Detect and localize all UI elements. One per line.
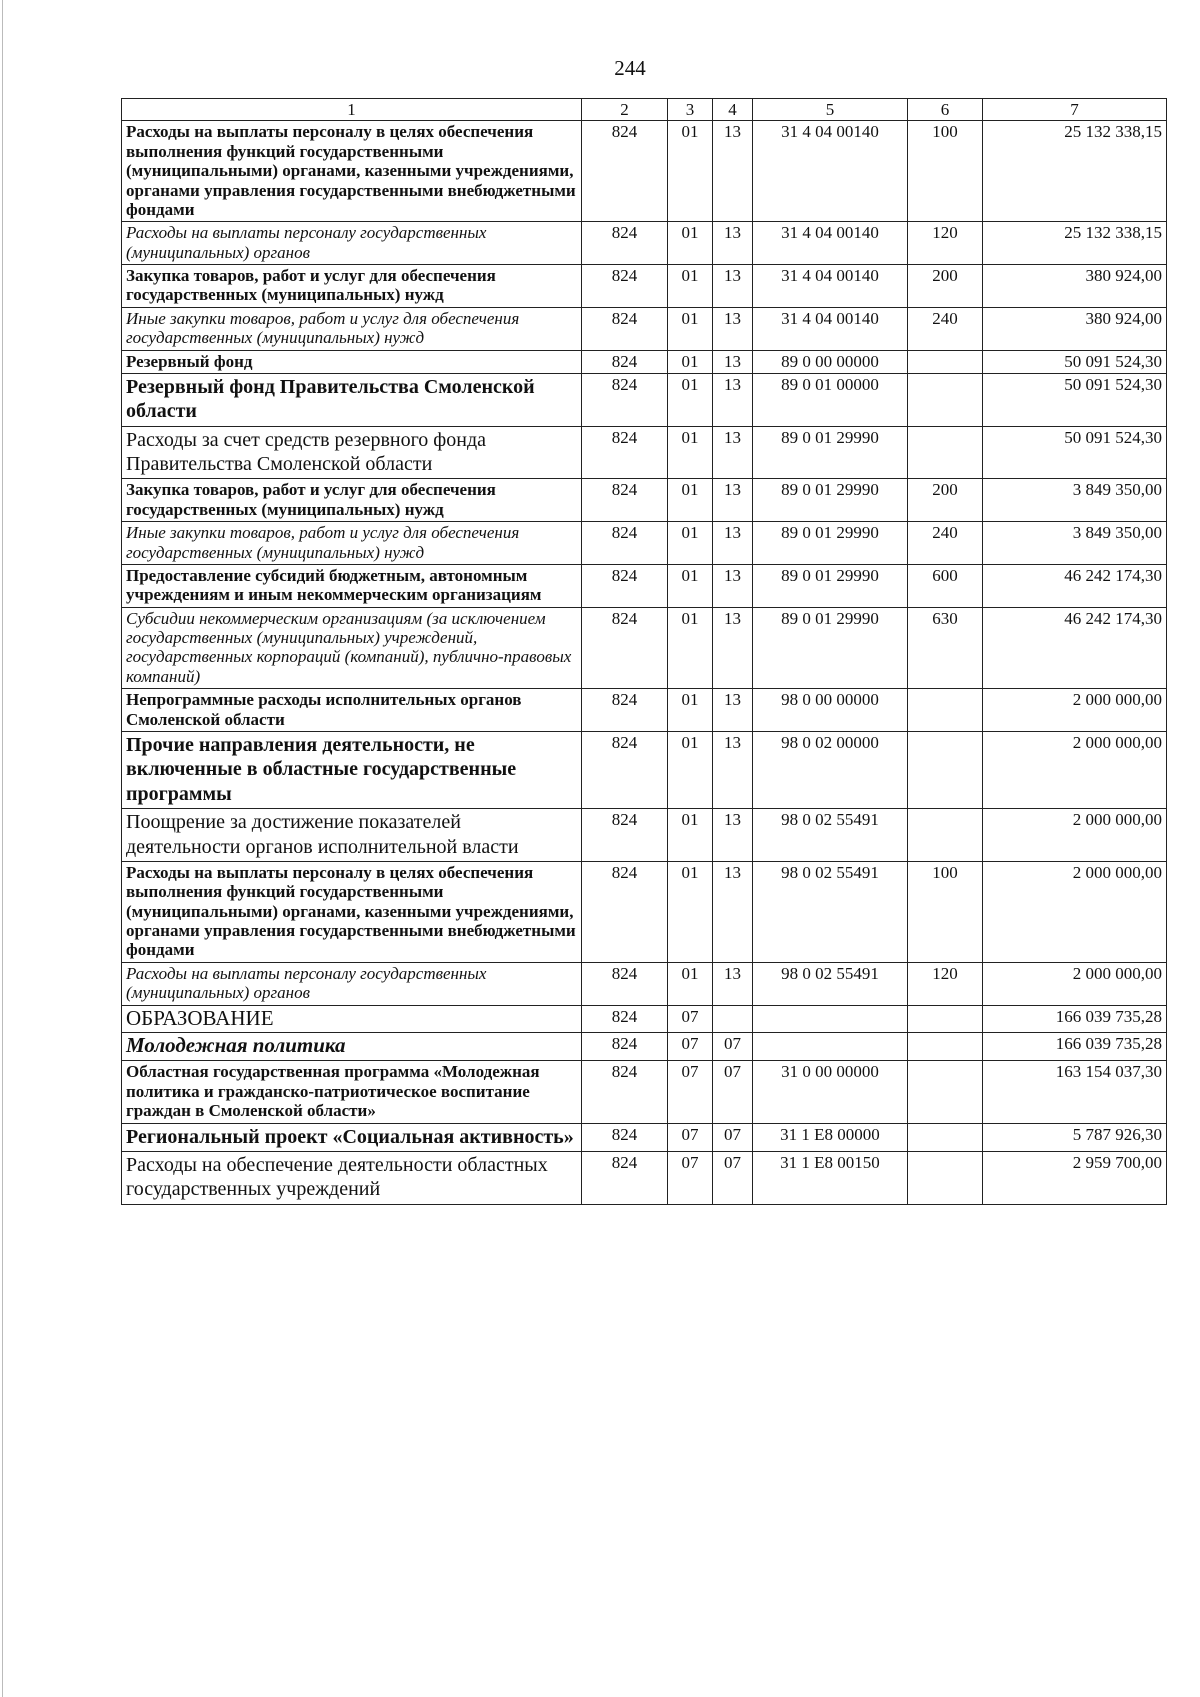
subsection-code-cell: 13 [713,479,753,522]
expense-type-cell [908,373,983,426]
expense-type-cell [908,731,983,808]
section-code-cell: 07 [668,1033,713,1061]
row-name-cell: ОБРАЗОВАНИЕ [122,1005,582,1033]
amount-cell: 25 132 338,15 [983,222,1167,265]
row-name-cell: Резервный фонд Правительства Смоленской области [122,373,582,426]
table-row [122,962,1167,1005]
ved-code-cell: 824 [582,607,668,689]
section-code-cell: 01 [668,522,713,565]
target-article-cell: 89 0 00 00000 [753,350,908,373]
amount-cell: 2 959 700,00 [983,1151,1167,1204]
section-code-cell: 01 [668,350,713,373]
target-article-cell: 98 0 02 55491 [753,861,908,962]
table-row [122,222,1167,265]
ved-code-cell: 824 [582,426,668,479]
section-code-cell: 01 [668,373,713,426]
target-article-cell [753,1005,908,1033]
section-code-cell: 07 [668,1005,713,1033]
row-name-cell: Непрограммные расходы исполнительных органов Смоленской области [122,689,582,732]
table-row [122,689,1167,732]
table-row [122,265,1167,308]
table-row [122,121,1167,222]
row-name-cell: Иные закупки товаров, работ и услуг для обеспечения государственных (муниципальных) нужд [122,307,582,350]
subsection-code-cell: 13 [713,522,753,565]
amount-cell: 46 242 174,30 [983,607,1167,689]
subsection-code-cell: 13 [713,307,753,350]
table-row [122,479,1167,522]
header-cell-3: 3 [668,99,713,121]
row-name-cell: Расходы на выплаты персоналу в целях обеспечения выполнения функций государственными (муниципальными) органами, казенными учреждениями, органами управления государственными внебюджетными фондами [122,121,582,222]
amount-cell: 5 787 926,30 [983,1123,1167,1151]
subsection-code-cell [713,1005,753,1033]
section-code-cell: 01 [668,607,713,689]
target-article-cell: 89 0 01 29990 [753,426,908,479]
table-row [122,1151,1167,1204]
ved-code-cell: 824 [582,265,668,308]
amount-cell: 2 000 000,00 [983,689,1167,732]
expense-type-cell [908,809,983,862]
header-row [122,99,1167,121]
subsection-code-cell: 07 [713,1123,753,1151]
subsection-code-cell: 13 [713,426,753,479]
subsection-code-cell: 13 [713,861,753,962]
header-cell-4: 4 [713,99,753,121]
amount-cell: 380 924,00 [983,307,1167,350]
table-row [122,1005,1167,1033]
amount-cell: 3 849 350,00 [983,522,1167,565]
header-cell-5: 5 [753,99,908,121]
target-article-cell: 98 0 02 55491 [753,962,908,1005]
section-code-cell: 07 [668,1061,713,1123]
subsection-code-cell: 13 [713,731,753,808]
row-name-cell: Закупка товаров, работ и услуг для обеспечения государственных (муниципальных) нужд [122,265,582,308]
section-code-cell: 01 [668,265,713,308]
amount-cell: 46 242 174,30 [983,564,1167,607]
amount-cell: 2 000 000,00 [983,861,1167,962]
expense-type-cell: 240 [908,307,983,350]
ved-code-cell: 824 [582,350,668,373]
ved-code-cell: 824 [582,479,668,522]
table-row [122,607,1167,689]
ved-code-cell: 824 [582,522,668,565]
table-row [122,1123,1167,1151]
header-cell-7: 7 [983,99,1167,121]
target-article-cell: 31 4 04 00140 [753,121,908,222]
target-article-cell: 98 0 02 55491 [753,809,908,862]
target-article-cell: 89 0 01 00000 [753,373,908,426]
target-article-cell: 98 0 02 00000 [753,731,908,808]
target-article-cell: 31 4 04 00140 [753,265,908,308]
table-row [122,522,1167,565]
amount-cell: 380 924,00 [983,265,1167,308]
section-code-cell: 01 [668,861,713,962]
table-row [122,307,1167,350]
amount-cell: 163 154 037,30 [983,1061,1167,1123]
expense-type-cell [908,350,983,373]
header-cell-1: 1 [122,99,582,121]
ved-code-cell: 824 [582,121,668,222]
section-code-cell: 07 [668,1151,713,1204]
section-code-cell: 01 [668,307,713,350]
expense-type-cell: 630 [908,607,983,689]
expense-type-cell [908,1123,983,1151]
row-name-cell: Поощрение за достижение показателей деятельности органов исполнительной власти [122,809,582,862]
ved-code-cell: 824 [582,861,668,962]
amount-cell: 2 000 000,00 [983,809,1167,862]
subsection-code-cell: 13 [713,607,753,689]
expense-type-cell: 120 [908,222,983,265]
table-row [122,1061,1167,1123]
ved-code-cell: 824 [582,809,668,862]
expense-type-cell [908,1151,983,1204]
expense-type-cell: 240 [908,522,983,565]
target-article-cell: 31 0 00 00000 [753,1061,908,1123]
ved-code-cell: 824 [582,222,668,265]
scan-edge-line [2,0,3,1697]
amount-cell: 50 091 524,30 [983,350,1167,373]
row-name-cell: Расходы на выплаты персоналу государственных (муниципальных) органов [122,962,582,1005]
expense-type-cell [908,1005,983,1033]
expense-type-cell: 600 [908,564,983,607]
ved-code-cell: 824 [582,962,668,1005]
table-body [122,121,1167,1204]
subsection-code-cell: 13 [713,373,753,426]
page-number: 244 [614,56,646,80]
section-code-cell: 07 [668,1123,713,1151]
table-row [122,731,1167,808]
row-name-cell: Предоставление субсидий бюджетным, автономным учреждениям и иным некоммерческим организациям [122,564,582,607]
ved-code-cell: 824 [582,689,668,732]
ved-code-cell: 824 [582,373,668,426]
ved-code-cell: 824 [582,1151,668,1204]
row-name-cell: Иные закупки товаров, работ и услуг для обеспечения государственных (муниципальных) нужд [122,522,582,565]
subsection-code-cell: 07 [713,1033,753,1061]
target-article-cell: 98 0 00 00000 [753,689,908,732]
ved-code-cell: 824 [582,1123,668,1151]
subsection-code-cell: 13 [713,962,753,1005]
row-name-cell: Закупка товаров, работ и услуг для обеспечения государственных (муниципальных) нужд [122,479,582,522]
section-code-cell: 01 [668,731,713,808]
row-name-cell: Резервный фонд [122,350,582,373]
subsection-code-cell: 13 [713,121,753,222]
amount-cell: 25 132 338,15 [983,121,1167,222]
table-row [122,861,1167,962]
section-code-cell: 01 [668,222,713,265]
amount-cell: 50 091 524,30 [983,426,1167,479]
expense-type-cell [908,426,983,479]
ved-code-cell: 824 [582,564,668,607]
amount-cell: 166 039 735,28 [983,1005,1167,1033]
table-row [122,564,1167,607]
amount-cell: 50 091 524,30 [983,373,1167,426]
target-article-cell: 89 0 01 29990 [753,564,908,607]
target-article-cell: 89 0 01 29990 [753,479,908,522]
section-code-cell: 01 [668,121,713,222]
ved-code-cell: 824 [582,1033,668,1061]
target-article-cell: 31 1 E8 00150 [753,1151,908,1204]
expense-type-cell: 120 [908,962,983,1005]
table-row [122,1033,1167,1061]
target-article-cell: 31 4 04 00140 [753,307,908,350]
ved-code-cell: 824 [582,1005,668,1033]
subsection-code-cell: 07 [713,1061,753,1123]
expense-type-cell: 100 [908,121,983,222]
target-article-cell [753,1033,908,1061]
row-name-cell: Региональный проект «Социальная активность» [122,1123,582,1151]
subsection-code-cell: 13 [713,809,753,862]
expense-type-cell: 100 [908,861,983,962]
section-code-cell: 01 [668,962,713,1005]
subsection-code-cell: 13 [713,689,753,732]
ved-code-cell: 824 [582,731,668,808]
expense-type-cell [908,1033,983,1061]
row-name-cell: Расходы за счет средств резервного фонда Правительства Смоленской области [122,426,582,479]
subsection-code-cell: 13 [713,350,753,373]
target-article-cell: 31 1 E8 00000 [753,1123,908,1151]
amount-cell: 3 849 350,00 [983,479,1167,522]
amount-cell: 2 000 000,00 [983,962,1167,1005]
table-row [122,809,1167,862]
table-row [122,426,1167,479]
target-article-cell: 89 0 01 29990 [753,522,908,565]
subsection-code-cell: 13 [713,222,753,265]
row-name-cell: Расходы на выплаты персоналу государственных (муниципальных) органов [122,222,582,265]
row-name-cell: Расходы на обеспечение деятельности областных государственных учреждений [122,1151,582,1204]
header-cell-6: 6 [908,99,983,121]
header-cell-2: 2 [582,99,668,121]
subsection-code-cell: 07 [713,1151,753,1204]
budget-table [121,98,1167,1205]
row-name-cell: Прочие направления деятельности, не включенные в областные государственные программы [122,731,582,808]
ved-code-cell: 824 [582,307,668,350]
target-article-cell: 89 0 01 29990 [753,607,908,689]
subsection-code-cell: 13 [713,265,753,308]
section-code-cell: 01 [668,809,713,862]
row-name-cell: Молодежная политика [122,1033,582,1061]
table-row [122,373,1167,426]
amount-cell: 2 000 000,00 [983,731,1167,808]
section-code-cell: 01 [668,564,713,607]
expense-type-cell: 200 [908,265,983,308]
subsection-code-cell: 13 [713,564,753,607]
table-row [122,350,1167,373]
expense-type-cell: 200 [908,479,983,522]
section-code-cell: 01 [668,426,713,479]
target-article-cell: 31 4 04 00140 [753,222,908,265]
section-code-cell: 01 [668,689,713,732]
expense-type-cell [908,1061,983,1123]
expense-type-cell [908,689,983,732]
section-code-cell: 01 [668,479,713,522]
row-name-cell: Областная государственная программа «Молодежная политика и гражданско-патриотическое воспитание граждан в Смоленской области» [122,1061,582,1123]
amount-cell: 166 039 735,28 [983,1033,1167,1061]
row-name-cell: Расходы на выплаты персоналу в целях обеспечения выполнения функций государственными (муниципальными) органами, казенными учреждениями, органами управления государственными внебюджетными фондами [122,861,582,962]
ved-code-cell: 824 [582,1061,668,1123]
row-name-cell: Субсидии некоммерческим организациям (за исключением государственных (муниципальных) учреждений, государственных корпораций (компаний), публично-правовых компаний) [122,607,582,689]
